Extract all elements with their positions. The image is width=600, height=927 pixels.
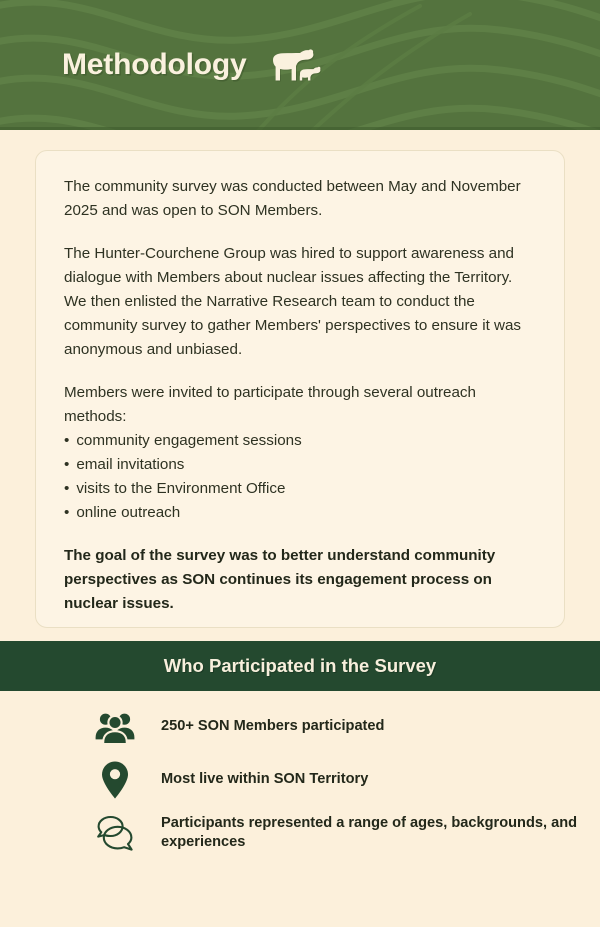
section-title: Who Participated in the Survey [163, 655, 437, 676]
bear-with-cub-icon [266, 47, 326, 87]
header-divider [0, 127, 600, 130]
list-item-label: Most live within SON Territory [161, 771, 369, 787]
methodology-paragraph-1: The community survey was conducted between May and November 2025 and was open to SON Members. [64, 178, 521, 219]
participant-stats-list [0, 700, 600, 859]
list-item [0, 753, 600, 806]
list-item [0, 806, 600, 859]
page-title: Methodology [62, 48, 247, 81]
list-item-label: Participants represented a range of ages, backgrounds, and experiences [161, 814, 578, 850]
outreach-methods-list [64, 429, 536, 525]
outreach-intro-text: Members were invited to participate through several outreach methods: [64, 384, 476, 425]
list-item: • visits to the Environment Office [64, 477, 536, 501]
list-item: • online outreach [64, 501, 536, 525]
methodology-paragraph-2: The Hunter-Courchene Group was hired to support awareness and dialogue with Members about nuclear issues affecting the Territory. We then enlisted the Narrative Research team to conduct the community survey to gather Members' perspectives to ensure it was anonymous and unbiased. [64, 245, 522, 358]
list-item-label: 250+ SON Members participated [161, 718, 385, 734]
list-item: • email invitations [64, 453, 536, 477]
section-band-who-participated [0, 641, 600, 691]
list-item [0, 700, 600, 753]
methodology-card [35, 150, 565, 628]
page-header [0, 0, 600, 130]
list-item: • community engagement sessions [64, 429, 536, 453]
survey-goal-text: The goal of the survey was to better understand community perspectives as SON continues its engagement process on nuclear issues. [64, 547, 496, 612]
map-pin-icon [92, 760, 138, 800]
people-group-icon [92, 711, 138, 743]
speech-bubbles-icon [92, 811, 138, 855]
header-content [0, 0, 600, 130]
